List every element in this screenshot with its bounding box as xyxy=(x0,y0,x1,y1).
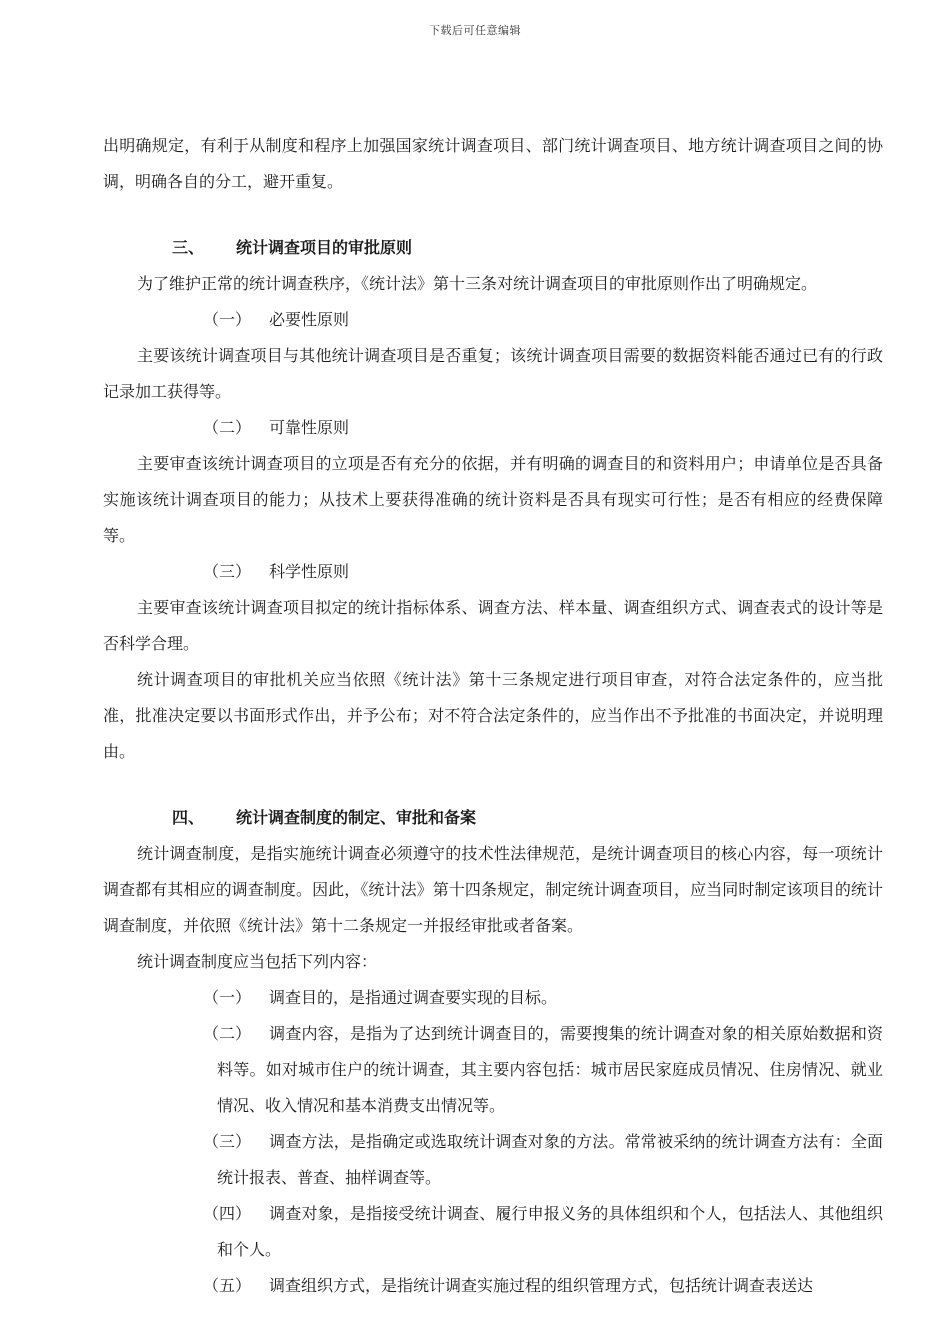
content-item-4 xyxy=(160,1196,883,1268)
content-item-5-text: 调查组织方式，是指统计调查实施过程的组织管理方式，包括统计调查表送达 xyxy=(269,1276,814,1295)
intro-paragraph: 出明确规定，有利于从制度和程序上加强国家统计调查项目、部门统计调查项目、地方统计调查项目之间的协调，明确各自的分工，避开重复。 xyxy=(103,136,883,191)
content-item-3-text: 调查方法，是指确定或选取统计调查对象的方法。常常被采纳的统计调查方法有：全面统计报表、普查、抽样调查等。 xyxy=(217,1132,883,1187)
principle-3-text: 主要审查该统计调查项目拟定的统计指标体系、调查方法、样本量、调查组织方式、调查表式的设计等是否科学合理。 xyxy=(103,598,883,653)
section-4-paragraph-2: 统计调查制度应当包括下列内容： xyxy=(137,952,378,971)
section-3-title: 统计调查项目的审批原则 xyxy=(236,238,413,257)
content-item-2-number: （二） xyxy=(203,1024,252,1043)
content-item-3-number: （三） xyxy=(203,1132,252,1151)
principle-1-title: 必要性原则 xyxy=(269,310,350,329)
principle-1-number: （一） xyxy=(203,310,252,329)
content-item-4-text: 调查对象，是指接受统计调查、履行申报义务的具体组织和个人，包括法人、其他组织和个人。 xyxy=(217,1204,883,1259)
section-3-lead: 为了维护正常的统计调查秩序，《统计法》第十三条对统计调查项目的审批原则作出了明确规定。 xyxy=(137,274,818,293)
principle-3-title: 科学性原则 xyxy=(269,562,350,581)
principle-2-text: 主要审查该统计调查项目的立项是否有充分的依据，并有明确的调查目的和资料用户；申请单位是否具备实施该统计调查项目的能力；从技术上要获得准确的统计资料是否具有现实可行性；是否有相应的经费保障等。 xyxy=(103,454,883,545)
content-item-1-number: （一） xyxy=(203,988,252,1007)
principle-2-heading xyxy=(103,410,883,446)
content-item-1 xyxy=(160,980,883,1016)
principle-3-heading xyxy=(103,554,883,590)
principle-1-text: 主要该统计调查项目与其他统计调查项目是否重复；该统计调查项目需要的数据资料能否通过已有的行政记录加工获得等。 xyxy=(103,346,883,401)
section-3-closing: 统计调查项目的审批机关应当依照《统计法》第十三条规定进行项目审查，对符合法定条件的，应当批准，批准决定要以书面形式作出，并予公布；对不符合法定条件的，应当作出不予批准的书面决定，并说明理由。 xyxy=(103,670,883,761)
principle-3-number: （三） xyxy=(203,562,252,581)
page-header: 下载后可任意编辑 xyxy=(429,24,521,37)
content-item-5 xyxy=(160,1268,883,1304)
section-4-number: 四、 xyxy=(172,808,205,827)
content-item-2 xyxy=(160,1016,883,1124)
principle-1-heading xyxy=(103,302,883,338)
content-item-2-text: 调查内容，是指为了达到统计调查目的，需要搜集的统计调查对象的相关原始数据和资料等。如对城市住户的统计调查，其主要内容包括：城市居民家庭成员情况、住房情况、就业情况、收入情况和基本消费支出情况等。 xyxy=(217,1024,883,1115)
principle-2-title: 可靠性原则 xyxy=(269,418,350,437)
content-item-5-number: （五） xyxy=(203,1276,252,1295)
content-item-3 xyxy=(160,1124,883,1196)
content-item-1-text: 调查目的，是指通过调查要实现的目标。 xyxy=(269,988,558,1007)
section-4-paragraph-1: 统计调查制度，是指实施统计调查必须遵守的技术性法律规范，是统计调查项目的核心内容，每一项统计调查都有其相应的调查制度。因此，《统计法》第十四条规定，制定统计调查项目，应当同时制定该项目的统计调查制度，并依照《统计法》第十二条规定一并报经审批或者备案。 xyxy=(103,844,883,935)
section-3-heading xyxy=(103,230,883,266)
section-4-heading xyxy=(103,800,883,836)
document-body xyxy=(103,128,883,1304)
content-item-4-number: （四） xyxy=(203,1204,252,1223)
principle-2-number: （二） xyxy=(203,418,252,437)
section-3-number: 三、 xyxy=(172,238,205,257)
section-4-title: 统计调查制度的制定、审批和备案 xyxy=(236,808,477,827)
